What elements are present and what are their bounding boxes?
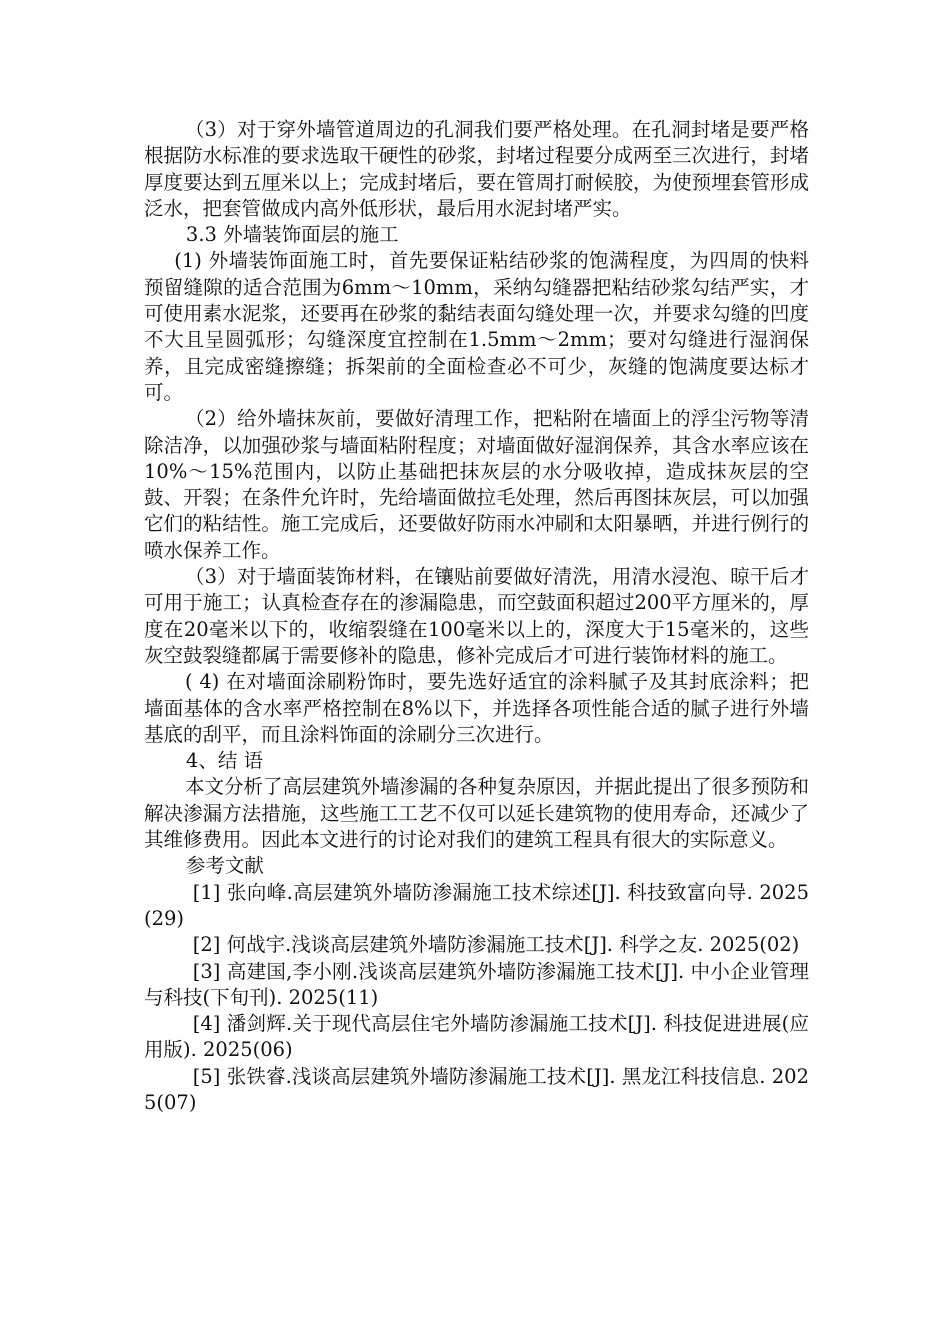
section-heading-conclusion: 4、结 语 xyxy=(185,749,264,773)
reference-item: [3] 高建国,李小刚.浅谈高层建筑外墙防渗漏施工技术[J]. 中小企业管理与科技(下旬刊). 2025(11) xyxy=(144,959,809,1009)
reference-item: [2] 何战宇.浅谈高层建筑外墙防渗漏施工技术[J]. 科学之友. 2025(02) xyxy=(192,933,800,957)
paragraph-decoration-1: (1) 外墙装饰面施工时，首先要保证粘结砂浆的饱满程度，为四周的快料预留缝隙的适合范围为6mm～10mm，采纳勾缝器把粘结砂浆勾结严实，才可使用素水泥浆，还要再在砂浆的黏结表面勾缝处理一次，并要求勾缝的凹度不大且呈圆弧形；勾缝深度宜控制在1.5mm～2mm；要对勾缝进行湿润保养，且完成密缝擦缝；拆架前的全面检查必不可少，灰缝的饱满度要达标才可。 xyxy=(144,249,809,404)
paragraph-materials-3: （3）对于墙面装饰材料，在镶贴前要做好清洗，用清水浸泡、晾干后才可用于施工；认真检查存在的渗漏隐患，而空鼓面积超过200平方厘米的，厚度在20毫米以下的，收缩裂缝在100毫米以上的，深度大于15毫米的，这些灰空鼓裂缝都属于需要修补的隐患，修补完成后才可进行装饰材料的施工。 xyxy=(144,565,809,667)
reference-item: [5] 张铁睿.浅谈高层建筑外墙防渗漏施工技术[J]. 黑龙江科技信息. 2025(07) xyxy=(144,1064,809,1114)
reference-item: [4] 潘剑辉.关于现代高层住宅外墙防渗漏施工技术[J]. 科技促进进展(应用版). 2025(06) xyxy=(144,1012,809,1062)
document-body xyxy=(144,117,809,1116)
paragraph-coating-4: ( 4) 在对墙面涂刷粉饰时，要先选好适宜的涂料腻子及其封底涂料；把墙面基体的含水率严格控制在8%以下，并选择各项性能合适的腻子进行外墙基底的刮平，而且涂料饰面的涂刷分三次进行。 xyxy=(144,670,809,746)
references-heading: 参考文献 xyxy=(185,854,264,878)
reference-item: [1] 张向峰.高层建筑外墙防渗漏施工技术综述[J]. 科技致富向导. 2025(29) xyxy=(144,880,809,930)
paragraph-plastering-2: （2）给外墙抹灰前，要做好清理工作，把粘附在墙面上的浮尘污物等清除洁净，以加强砂浆与墙面粘附程度；对墙面做好湿润保养，其含水率应该在10%～15%范围内，以防止基础把抹灰层的水分吸收掉，造成抹灰层的空鼓、开裂；在条件允许时，先给墙面做拉毛处理，然后再图抹灰层，可以加强它们的粘结性。施工完成后，还要做好防雨水冲刷和太阳暴晒，并进行例行的喷水保养工作。 xyxy=(144,407,809,562)
section-heading-3-3: 3.3 外墙装饰面层的施工 xyxy=(185,223,399,247)
paragraph-pipe-openings: （3）对于穿外墙管道周边的孔洞我们要严格处理。在孔洞封堵是要严格根据防水标准的要求选取干硬性的砂浆，封堵过程要分成两至三次进行，封堵厚度要达到五厘米以上；完成封堵后，要在管周打耐候胶，为使预埋套管形成泛水，把套管做成内高外低形状，最后用水泥封堵严实。 xyxy=(144,118,809,220)
paragraph-conclusion: 本文分析了高层建筑外墙渗漏的各种复杂原因，并据此提出了很多预防和解决渗漏方法措施，这些施工工艺不仅可以延长建筑物的使用寿命，还减少了其维修费用。因此本文进行的讨论对我们的建筑工程具有很大的实际意义。 xyxy=(144,775,809,852)
